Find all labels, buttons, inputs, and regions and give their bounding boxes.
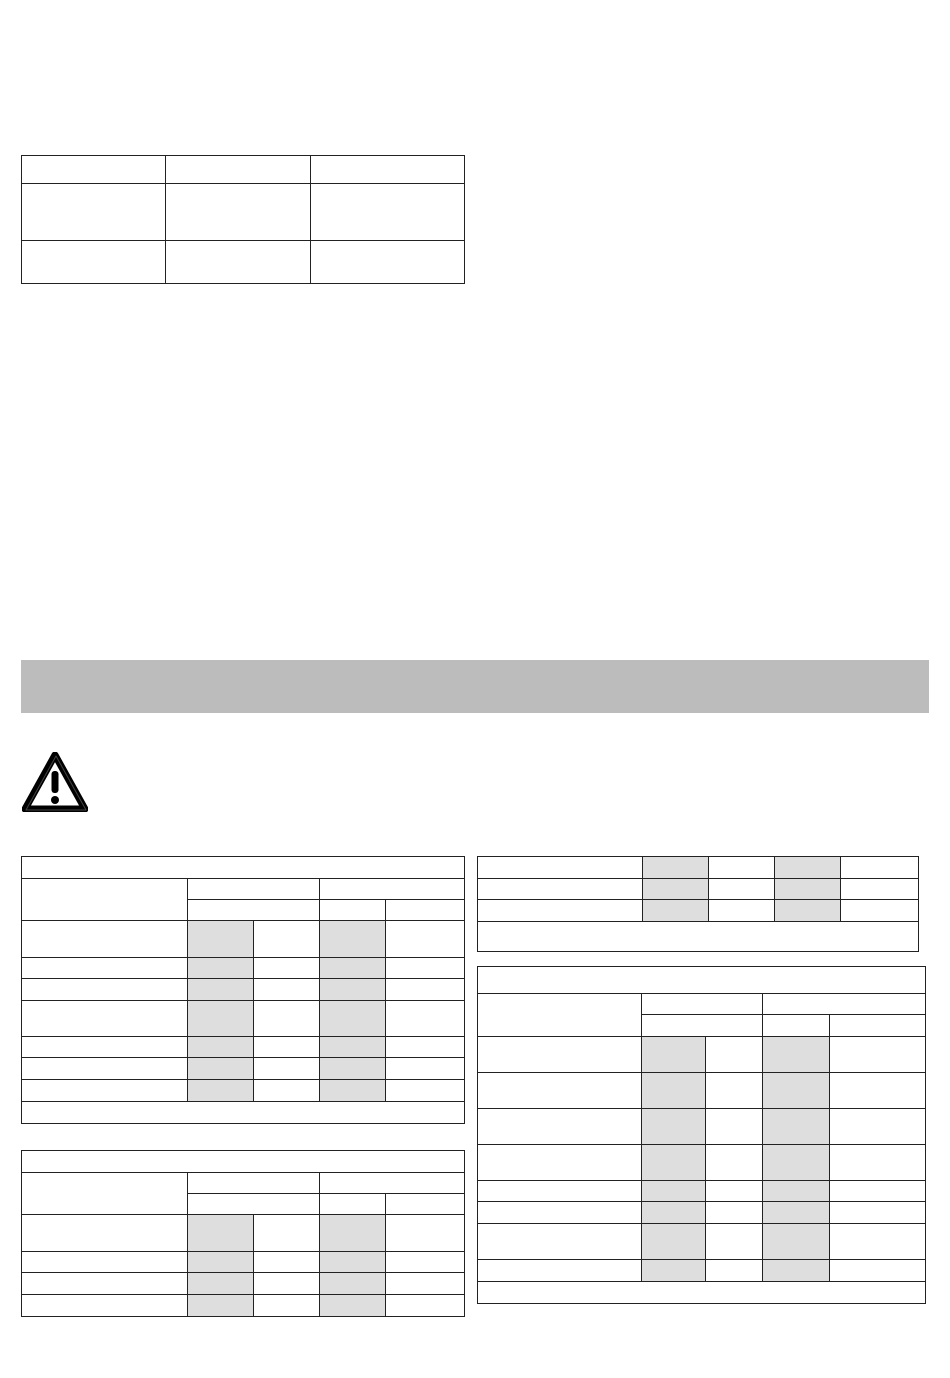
- group-header-cell: [320, 879, 465, 900]
- table-footnote-cell: [22, 1102, 465, 1124]
- shaded-cell: [642, 1202, 706, 1224]
- shaded-cell: [188, 958, 254, 979]
- subheader-cell: [320, 900, 386, 921]
- table-cell: [478, 1109, 642, 1145]
- table-cell: [166, 241, 311, 284]
- shaded-cell: [188, 1001, 254, 1037]
- table-cell: [830, 1260, 926, 1282]
- table-cell: [830, 1073, 926, 1109]
- table-cell: [841, 857, 919, 879]
- table-cell: [22, 156, 166, 184]
- table-cell: [841, 879, 919, 900]
- shaded-cell: [642, 1181, 706, 1202]
- shaded-cell: [763, 1109, 830, 1145]
- table-cell: [478, 1037, 642, 1073]
- table-cell: [254, 1080, 320, 1102]
- table-cell: [478, 879, 643, 900]
- table-cell: [478, 900, 643, 922]
- table-cell: [254, 1273, 320, 1295]
- shaded-cell: [642, 1145, 706, 1181]
- shaded-cell: [188, 921, 254, 958]
- table-cell: [22, 1273, 188, 1295]
- table-title-cell: [478, 967, 926, 994]
- spec-table-left-2: [21, 1150, 465, 1317]
- table-cell: [386, 1295, 465, 1317]
- table-cell: [386, 1215, 465, 1252]
- shaded-cell: [763, 1037, 830, 1073]
- table-cell: [254, 1001, 320, 1037]
- shaded-cell: [188, 1058, 254, 1080]
- shaded-cell: [642, 1037, 706, 1073]
- table-footnote-cell: [478, 1282, 926, 1304]
- shaded-cell: [643, 879, 709, 900]
- shaded-cell: [643, 900, 709, 922]
- table-cell: [254, 1058, 320, 1080]
- table-title-cell: [22, 857, 465, 879]
- shaded-cell: [320, 921, 386, 958]
- shaded-cell: [320, 1215, 386, 1252]
- shaded-cell: [320, 1080, 386, 1102]
- table-cell: [386, 1252, 465, 1273]
- table-cell: [311, 156, 465, 184]
- table-cell: [386, 1058, 465, 1080]
- table-cell: [22, 1252, 188, 1273]
- table-cell: [22, 958, 188, 979]
- table-cell: [254, 921, 320, 958]
- table-cell: [830, 1037, 926, 1073]
- table-cell: [478, 1145, 642, 1181]
- group-header-cell: [188, 1173, 320, 1194]
- table-cell: [478, 1073, 642, 1109]
- table-cell: [706, 1145, 763, 1181]
- table-cell: [706, 1224, 763, 1260]
- shaded-cell: [642, 1109, 706, 1145]
- table-cell: [478, 1202, 642, 1224]
- subheader-cell: [188, 1194, 320, 1215]
- table-cell: [841, 900, 919, 922]
- table-cell: [166, 184, 311, 241]
- shaded-cell: [320, 979, 386, 1001]
- shaded-cell: [763, 1073, 830, 1109]
- table-cell: [478, 1181, 642, 1202]
- table-cell: [706, 1260, 763, 1282]
- table-cell: [709, 879, 775, 900]
- table-cell: [830, 1224, 926, 1260]
- section-header-band: [21, 660, 929, 713]
- row-header-cell: [22, 1173, 188, 1215]
- table-cell: [706, 1073, 763, 1109]
- table-cell: [166, 156, 311, 184]
- table-footnote-cell: [478, 922, 919, 952]
- table-cell: [22, 1295, 188, 1317]
- table-cell: [478, 857, 643, 879]
- spec-table-left-1: [21, 856, 465, 1124]
- table-cell: [254, 1037, 320, 1058]
- table-cell: [709, 900, 775, 922]
- table-cell: [22, 1080, 188, 1102]
- table-cell: [254, 1252, 320, 1273]
- table-cell: [830, 1202, 926, 1224]
- table-cell: [22, 921, 188, 958]
- shaded-cell: [188, 979, 254, 1001]
- table-cell: [254, 958, 320, 979]
- group-header-cell: [763, 994, 926, 1015]
- table-cell: [311, 241, 465, 284]
- table-cell: [22, 1001, 188, 1037]
- shaded-cell: [188, 1273, 254, 1295]
- table-cell: [830, 1145, 926, 1181]
- table-cell: [22, 1215, 188, 1252]
- table-cell: [22, 979, 188, 1001]
- subheader-cell: [763, 1015, 830, 1037]
- table-cell: [22, 184, 166, 241]
- shaded-cell: [320, 1252, 386, 1273]
- shaded-cell: [763, 1224, 830, 1260]
- table-cell: [254, 1295, 320, 1317]
- shaded-cell: [188, 1037, 254, 1058]
- table-cell: [830, 1109, 926, 1145]
- table-cell: [706, 1202, 763, 1224]
- table-cell: [254, 979, 320, 1001]
- shaded-cell: [642, 1224, 706, 1260]
- spec-table-right-1: [477, 856, 919, 952]
- shaded-cell: [188, 1295, 254, 1317]
- shaded-cell: [643, 857, 709, 879]
- table-cell: [311, 184, 465, 241]
- shaded-cell: [320, 1295, 386, 1317]
- shaded-cell: [188, 1215, 254, 1252]
- table-cell: [22, 241, 166, 284]
- table-cell: [254, 1215, 320, 1252]
- shaded-cell: [320, 958, 386, 979]
- shaded-cell: [775, 879, 841, 900]
- table-cell: [830, 1181, 926, 1202]
- shaded-cell: [320, 1273, 386, 1295]
- shaded-cell: [763, 1260, 830, 1282]
- subheader-cell: [320, 1194, 386, 1215]
- table-title-cell: [22, 1151, 465, 1173]
- shaded-cell: [775, 857, 841, 879]
- table-cell: [22, 1037, 188, 1058]
- group-header-cell: [320, 1173, 465, 1194]
- table-cell: [706, 1181, 763, 1202]
- shaded-cell: [763, 1202, 830, 1224]
- table-cell: [706, 1109, 763, 1145]
- subheader-cell: [830, 1015, 926, 1037]
- table-cell: [706, 1037, 763, 1073]
- shaded-cell: [763, 1181, 830, 1202]
- shaded-cell: [320, 1058, 386, 1080]
- table-cell: [386, 958, 465, 979]
- shaded-cell: [775, 900, 841, 922]
- spec-table-right-2: [477, 966, 926, 1304]
- table-cell: [386, 1037, 465, 1058]
- shaded-cell: [188, 1080, 254, 1102]
- row-header-cell: [22, 879, 188, 921]
- group-header-cell: [642, 994, 763, 1015]
- table-cell: [386, 979, 465, 1001]
- table-cell: [386, 1080, 465, 1102]
- shaded-cell: [642, 1073, 706, 1109]
- shaded-cell: [188, 1252, 254, 1273]
- table-cell: [478, 1224, 642, 1260]
- table-cell: [386, 1001, 465, 1037]
- table-cell: [478, 1260, 642, 1282]
- top-table: [21, 155, 465, 284]
- table-cell: [709, 857, 775, 879]
- shaded-cell: [320, 1037, 386, 1058]
- table-cell: [386, 921, 465, 958]
- shaded-cell: [763, 1145, 830, 1181]
- shaded-cell: [320, 1001, 386, 1037]
- subheader-cell: [386, 1194, 465, 1215]
- shaded-cell: [642, 1260, 706, 1282]
- table-cell: [22, 1058, 188, 1080]
- subheader-cell: [642, 1015, 763, 1037]
- row-header-cell: [478, 994, 642, 1037]
- subheader-cell: [386, 900, 465, 921]
- subheader-cell: [188, 900, 320, 921]
- warning-triangle-icon: [22, 752, 88, 812]
- group-header-cell: [188, 879, 320, 900]
- table-cell: [386, 1273, 465, 1295]
